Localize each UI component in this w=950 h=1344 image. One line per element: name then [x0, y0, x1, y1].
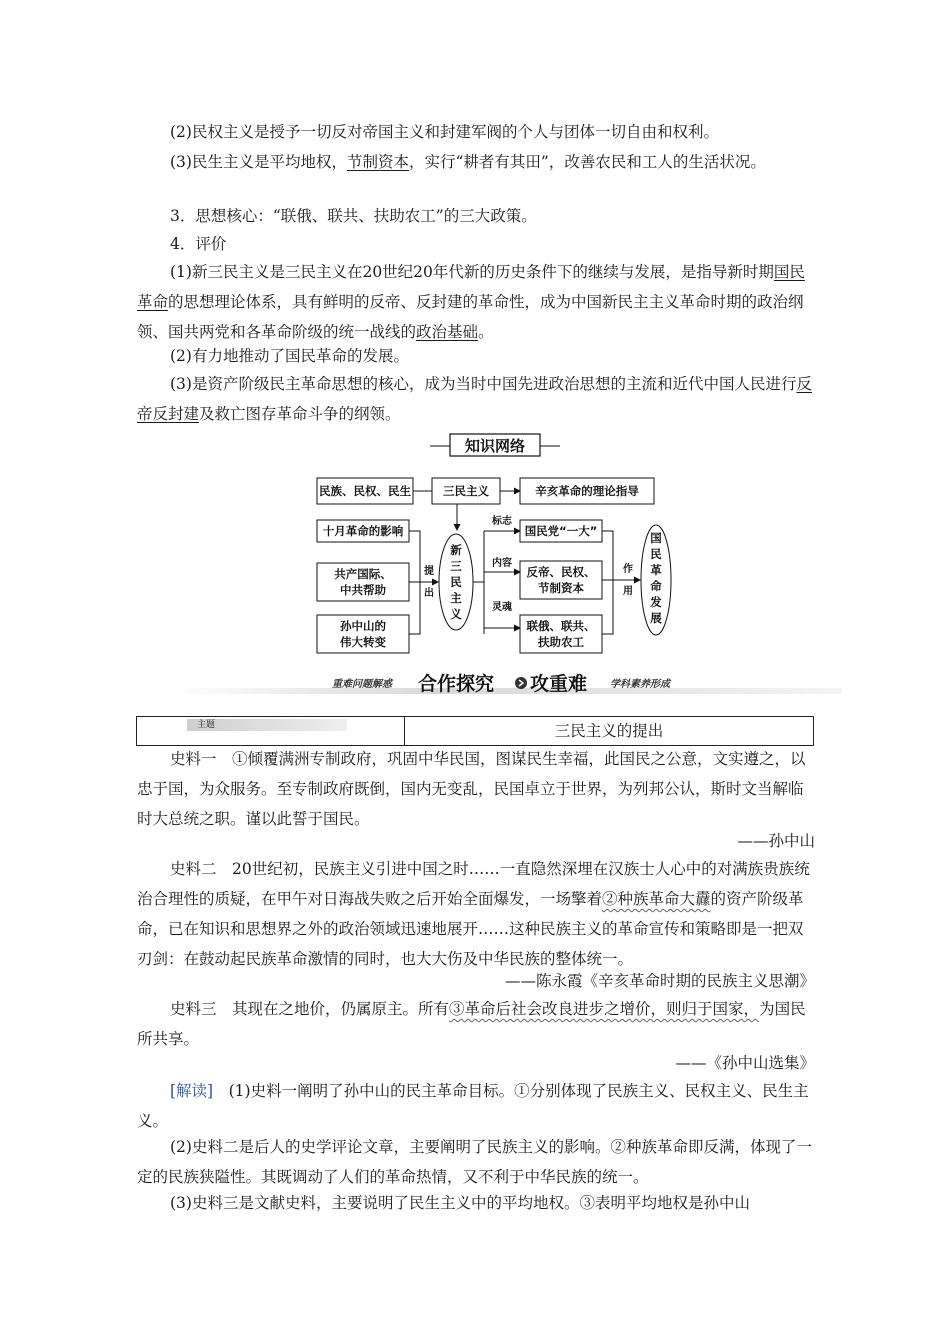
svg-text:提: 提	[424, 566, 434, 577]
interpretation-3: (3)史料三是文献史料，主要说明了民生主义中的平均地权。③表明平均地权是孙中山	[170, 1194, 750, 1212]
svg-text:发: 发	[650, 595, 662, 609]
node-yida-text: 国民党“一大”	[524, 524, 598, 538]
knowledge-map	[310, 430, 680, 665]
paragraph-pingjia-3: (3)是资产阶级民主革命思想的核心，成为当时中国先进政治思想的主流和近代中国人民进行反帝反封建及救亡图存革命斗争的纲领。	[137, 375, 812, 423]
svg-text:内容: 内容	[492, 558, 512, 569]
banner-arrow-icon	[515, 677, 527, 689]
svg-text:展: 展	[650, 611, 662, 625]
svg-text:扶助农工: 扶助农工	[538, 635, 584, 649]
svg-text:灵魂: 灵魂	[492, 602, 512, 613]
map-title	[430, 434, 560, 456]
source-2: 史料二 20世纪初，民族主义引进中国之时……一直隐然深埋在汉族士人心中的对满族贵族统治合理性的质疑，在甲午对日海战失败之后开始全面爆发，一场擎着②种族革命大纛的资产阶级革命，已在知识和思想界之外的政治领域迅速地展开……这种民族主义的革命宣传和策略即是一把双刃剑：在鼓动起民族革命激情的同时，也大大伤及中华民族的整体统一。	[137, 860, 810, 968]
paragraph-sixiang-hexin: 3．思想核心：“联俄、联共、扶助农工”的三大政策。	[170, 207, 537, 225]
interpretation-label: [解读]	[170, 1082, 214, 1100]
interpretation-2: (2)史料二是后人的史学评论文章，主要阐明了民族主义的影响。②种族革命即反满，体现了一定的民族狭隘性。其既调动了人们的革命热情，又不利于中华民族的统一。	[137, 1138, 812, 1186]
svg-text:节制资本: 节制资本	[538, 581, 584, 595]
source-1-attribution: ——孙中山	[737, 832, 815, 850]
node-minzu-text: 民族、民权、民生	[319, 484, 411, 498]
svg-text:民: 民	[650, 547, 662, 561]
underline-jiezhi-ziben: 节制资本	[346, 153, 409, 171]
source-3-attribution: ——《孙中山选集》	[675, 1054, 815, 1072]
source-2-label: 史料二	[170, 860, 217, 878]
topic-table	[136, 716, 814, 746]
svg-text:国: 国	[650, 531, 662, 545]
source-1: 史料一 ①倾覆满洲专制政府，巩固中华民国，图谋民生幸福，此国民之公意，文实遵之，以忠于国，为众服务。至专制政府既倒，国内无变乱，民国卓立于世界，为列邦公认，斯时文当解临时大总统之职。谨以此誓于国民。	[137, 750, 806, 828]
svg-text:作: 作	[623, 564, 633, 575]
node-sanmin-text: 三民主义	[443, 484, 489, 498]
paragraph-minquan: (2)民权主义是授予一切反对帝国主义和封建军阀的个人与团体一切自由和权利。	[170, 123, 719, 141]
svg-text:主: 主	[450, 591, 462, 605]
svg-text:孙中山的: 孙中山的	[340, 619, 386, 633]
banner-left-text: 重难问题解惑	[332, 679, 392, 690]
svg-text:联俄、联共、: 联俄、联共、	[526, 619, 596, 633]
paragraph-pingjia-1: (1)新三民主义是三民主义在20世纪20年代新的历史条件下的继续与发展，是指导新时期国民革命的思想理论体系，具有鲜明的反帝、反封建的革命性，成为中国新民主主义革命时期的政治纲领、国共两党和各革命阶级的统一战线的政治基础。	[137, 263, 805, 341]
banner-right-text: 学科素养形成	[610, 679, 670, 690]
svg-text:三: 三	[450, 559, 462, 573]
svg-text:义: 义	[450, 607, 462, 621]
topic-tag: 主题	[187, 719, 347, 731]
node-xinhai-text: 辛亥革命的理论指导	[535, 484, 639, 498]
topic-title: 三民主义的提出	[554, 722, 664, 740]
topic-label-cell	[137, 717, 405, 745]
paragraph-pingjia-heading: 4．评价	[170, 235, 227, 253]
svg-text:出: 出	[424, 588, 434, 599]
svg-text:反帝、民权、: 反帝、民权、	[526, 565, 596, 579]
svg-text:用: 用	[623, 586, 633, 597]
banner-main-text-2: 攻重难	[530, 673, 588, 695]
node-shiyue-text: 十月革命的影响	[322, 524, 404, 538]
svg-text:中共帮助: 中共帮助	[340, 583, 386, 597]
section-banner	[172, 666, 842, 706]
map-title-text: 知识网络	[464, 437, 526, 455]
svg-text:民: 民	[450, 575, 462, 589]
svg-text:共产国际、: 共产国际、	[334, 567, 392, 581]
svg-text:新: 新	[450, 543, 462, 557]
source-3-label: 史料三	[170, 1000, 217, 1018]
paragraph-pingjia-2: (2)有力地推动了国民革命的发展。	[170, 347, 409, 365]
interpretation-1: [解读] (1)史料一阐明了孙中山的民主革命目标。①分别体现了民族主义、民权主义、民生主义。	[137, 1082, 809, 1130]
node-xin-sanmin-text	[450, 543, 462, 621]
svg-text:伟大转变: 伟大转变	[340, 635, 386, 649]
banner-main-text-1: 合作探究	[418, 673, 495, 695]
svg-text:革: 革	[650, 563, 662, 577]
svg-text:标志: 标志	[492, 516, 512, 527]
source-3: 史料三 其现在之地价，仍属原主。所有③革命后社会改良进步之增价，则归于国家，为国民所共享。	[137, 1000, 806, 1048]
paragraph-minsheng: (3)民生主义是平均地权，节制资本，实行“耕者有其田”，改善农民和工人的生活状况。	[170, 153, 766, 171]
svg-text:命: 命	[650, 579, 662, 593]
source-2-attribution: ——陈永霞《辛亥革命时期的民族主义思潮》	[504, 972, 815, 990]
source-1-label: 史料一	[170, 750, 217, 768]
